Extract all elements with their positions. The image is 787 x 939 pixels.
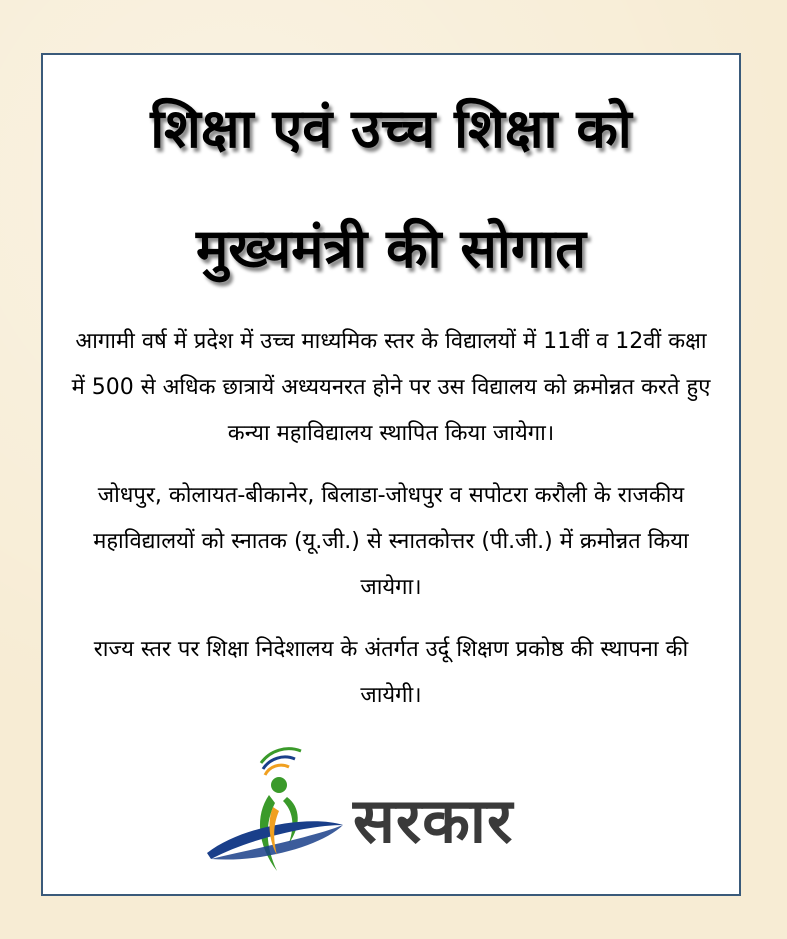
paragraph-college-upgrade: जोधपुर, कोलायत-बीकानेर, बिलाडा-जोधपुर व सपोटरा करौली के राजकीय महाविद्यालयों को स्नातक (यू.जी.) से स्नातकोत्तर (पी.जी.) में क्रमोन्नत किया जायेगा।	[93, 483, 689, 600]
e-sarkar-figure-icon	[203, 745, 353, 885]
sarkar-logo	[203, 745, 583, 885]
title-line-1: शिक्षा एवं उच्च शिक्षा को	[150, 97, 632, 160]
logo-text: सरकार	[353, 784, 514, 857]
page-title	[43, 55, 739, 309]
title-line-2: मुख्यमंत्री की सोगात	[195, 217, 586, 280]
content-card	[41, 53, 741, 896]
paragraph-urdu-cell: राज्य स्तर पर शिक्षा निदेशालय के अंतर्गत उर्दू शिक्षण प्रकोष्ठ की स्थापना की जायेगी।	[93, 637, 689, 708]
paragraph-girls-college: आगामी वर्ष में प्रदेश में उच्च माध्यमिक स्तर के विद्यालयों में 11वीं व 12वीं कक्षा में 500 से अधिक छात्रायें अध्ययनरत होने पर उस विद्यालय को क्रमोन्नत करते हुए कन्या महाविद्यालय स्थापित किया जायेगा।	[71, 329, 711, 446]
